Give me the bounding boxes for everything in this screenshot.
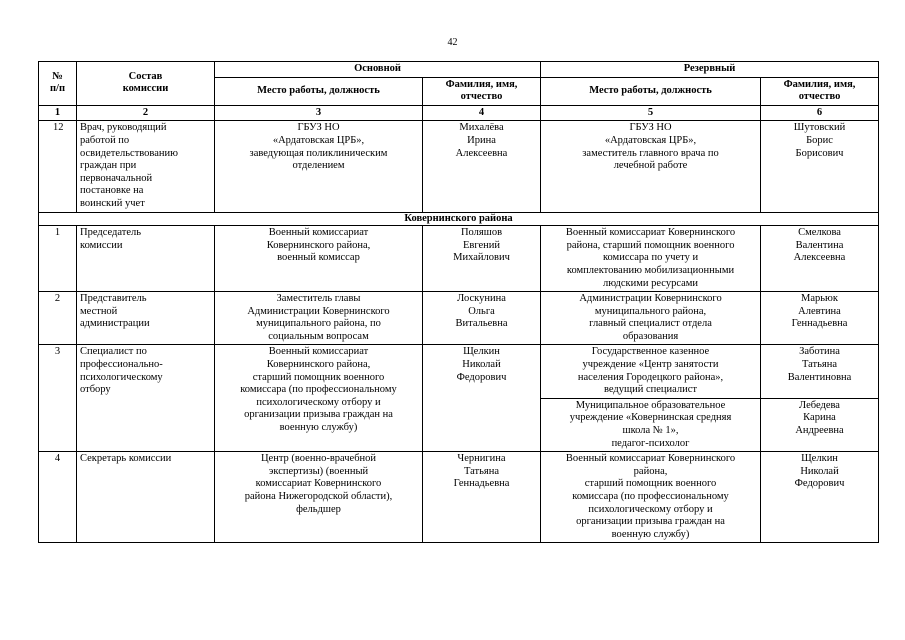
reserve-person: Смелкова Валентина Алексеевна bbox=[761, 226, 879, 292]
row-role: Секретарь комиссии bbox=[77, 452, 215, 543]
header-reserve: Резервный bbox=[541, 62, 879, 78]
header-row-1 bbox=[39, 62, 879, 78]
col-num-1: 1 bbox=[39, 105, 77, 121]
header-reserve-workplace: Место работы, должность bbox=[541, 77, 761, 105]
table-row bbox=[39, 226, 879, 292]
reserve-person: Марьюк Алевтина Геннадьевна bbox=[761, 292, 879, 345]
row-role: Специалист по профессионально- психологическому отбору bbox=[77, 345, 215, 452]
row-number: 12 bbox=[39, 121, 77, 212]
section-row bbox=[39, 212, 879, 226]
main-person: Михалёва Ирина Алексеевна bbox=[423, 121, 541, 212]
header-main-name: Фамилия, имя, отчество bbox=[423, 77, 541, 105]
reserve-workplace: Военный комиссариат Ковернинского района, старший помощник военного комиссара по учету и комплектованию мобилизационными людскими ресурсами bbox=[541, 226, 761, 292]
row-number: 1 bbox=[39, 226, 77, 292]
col-num-2: 2 bbox=[77, 105, 215, 121]
section-title: Ковернинского района bbox=[39, 212, 879, 226]
reserve-workplace: Администрации Ковернинского муниципального района, главный специалист отдела образования bbox=[541, 292, 761, 345]
table-row bbox=[39, 345, 879, 398]
table-row bbox=[39, 121, 879, 212]
reserve-person: Заботина Татьяна Валентиновна bbox=[761, 345, 879, 398]
commission-table bbox=[38, 61, 879, 543]
reserve-person: Щелкин Николай Федорович bbox=[761, 452, 879, 543]
row-role: Представитель местной администрации bbox=[77, 292, 215, 345]
table-row bbox=[39, 292, 879, 345]
reserve-workplace: Государственное казенное учреждение «Центр занятости населения Городецкого района», ведущий специалист bbox=[541, 345, 761, 398]
main-person: Лоскунина Ольга Витальевна bbox=[423, 292, 541, 345]
reserve-person: Шутовский Борис Борисович bbox=[761, 121, 879, 212]
main-workplace: Военный комиссариат Ковернинского района, военный комиссар bbox=[215, 226, 423, 292]
main-workplace: Военный комиссариат Ковернинского района, старший помощник военного комиссара (по профессиональному психологическому отбору и организации призыва граждан на военную службу) bbox=[215, 345, 423, 452]
main-person: Щелкин Николай Федорович bbox=[423, 345, 541, 452]
header-main: Основной bbox=[215, 62, 541, 78]
main-workplace: ГБУЗ НО «Ардатовская ЦРБ», заведующая поликлиническим отделением bbox=[215, 121, 423, 212]
col-num-5: 5 bbox=[541, 105, 761, 121]
main-person: Поляшов Евгений Михайлович bbox=[423, 226, 541, 292]
main-person: Чернигина Татьяна Геннадьевна bbox=[423, 452, 541, 543]
row-role: Председатель комиссии bbox=[77, 226, 215, 292]
header-no: № п/п bbox=[39, 62, 77, 106]
col-num-3: 3 bbox=[215, 105, 423, 121]
page-number: 42 bbox=[447, 37, 458, 48]
header-composition: Состав комиссии bbox=[77, 62, 215, 106]
row-role: Врач, руководящий работой по освидетельствованию граждан при первоначальной постановке на воинский учет bbox=[77, 121, 215, 212]
main-workplace: Центр (военно-врачебной экспертизы) (военный комиссариат Ковернинского района Нижегородской области), фельдшер bbox=[215, 452, 423, 543]
header-main-workplace: Место работы, должность bbox=[215, 77, 423, 105]
row-number: 4 bbox=[39, 452, 77, 543]
reserve-workplace: Военный комиссариат Ковернинского района, старший помощник военного комиссара (по профессиональному психологическому отбору и организации призыва граждан на военную службу) bbox=[541, 452, 761, 543]
header-reserve-name: Фамилия, имя, отчество bbox=[761, 77, 879, 105]
row-number: 3 bbox=[39, 345, 77, 452]
col-num-4: 4 bbox=[423, 105, 541, 121]
column-number-row bbox=[39, 105, 879, 121]
reserve-person: Лебедева Карина Андреевна bbox=[761, 398, 879, 451]
reserve-workplace: Муниципальное образовательное учреждение «Ковернинская средняя школа № 1», педагог-психолог bbox=[541, 398, 761, 451]
table-row bbox=[39, 452, 879, 543]
reserve-workplace: ГБУЗ НО «Ардатовская ЦРБ», заместитель главного врача по лечебной работе bbox=[541, 121, 761, 212]
main-workplace: Заместитель главы Администрации Ковернинского муниципального района, по социальным вопросам bbox=[215, 292, 423, 345]
col-num-6: 6 bbox=[761, 105, 879, 121]
row-number: 2 bbox=[39, 292, 77, 345]
